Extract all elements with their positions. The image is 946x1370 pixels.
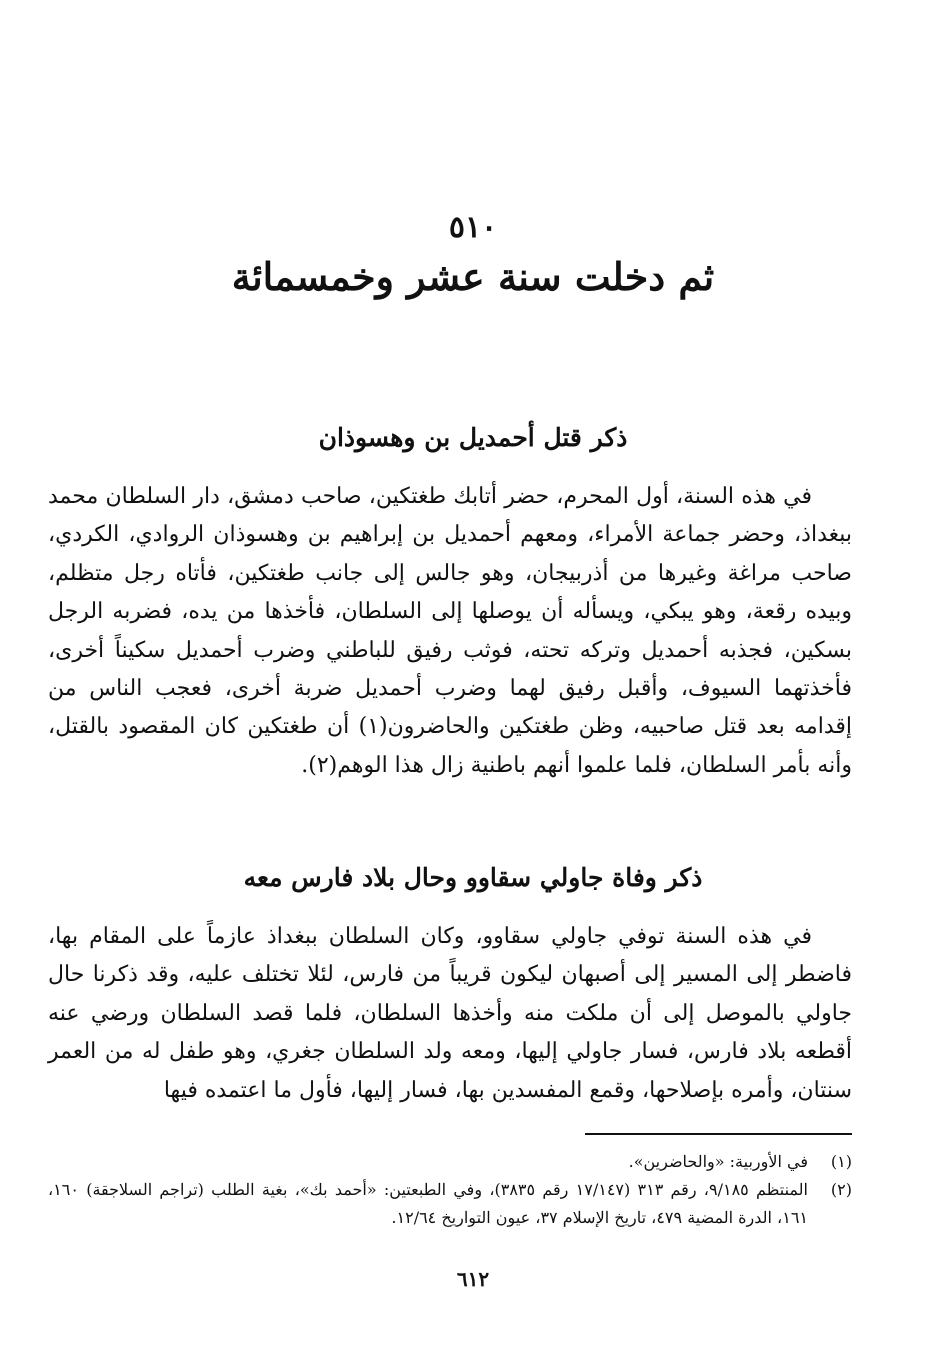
section-title-ahmadil: ذكر قتل أحمديل بن وهسوذان bbox=[318, 423, 628, 452]
footnotes bbox=[48, 1148, 852, 1232]
footnote-text: المنتظم ٩/١٨٥، رقم ٣١٣ (١٧/١٤٧ رقم ٣٨٣٥)، وفي الطبعتين: «أحمد بك»، بغية الطلب (تراجم السلاجقة) ١٦٠، ١٦١، الدرة المضية ٤٧٩، تاريخ الإسلام ٣٧، عيون التواريخ ١٢/٦٤. bbox=[48, 1180, 809, 1227]
section-title-jawali: ذكر وفاة جاولي سقاوو وحال بلاد فارس معه bbox=[243, 863, 703, 892]
footnote-item bbox=[48, 1176, 852, 1232]
page-number: ٦١٢ bbox=[456, 1267, 490, 1291]
section-paragraph-ahmadil: في هذه السنة، أول المحرم، حضر أتابك طغتكين، صاحب دمشق، دار السلطان محمد ببغداذ، وحضر جماعة الأمراء، ومعهم أحمديل بن إبراهيم بن وهسوذان الروادي، الكردي، صاحب مراغة وغيرها من أذربيجان، وهو جالس إلى جانب طغتكين، فأتاه رجل متظلم، وبيده رقعة، وهو يبكي، ويسأله أن يوصلها إلى السلطان، فأخذها من يده، فضربه الرجل بسكين، فجذبه أحمديل وتركه تحته، فوثب رفيق للباطني وضرب أحمديل سكيناً أخرى، فأخذتهما السيوف، وأقبل رفيق لهما وضرب أحمديل ضربة أخرى، فعجب الناس من إقدامه بعد قتل صاحبيه، وظن طغتكين والحاضرون(١) أن طغتكين كان المقصود بالقتل، وأنه بأمر السلطان، فلما علموا أنهم باطنية زال هذا الوهم(٢). bbox=[48, 484, 852, 778]
footnote-item bbox=[48, 1148, 852, 1176]
section-paragraph-jawali: في هذه السنة توفي جاولي سقاوو، وكان السلطان ببغداذ عازماً على المقام بها، فاضطر إلى المسير إلى أصبهان ليكون قريباً من فارس، لئلا تختلف عليه، وقد ذكرنا حال جاولي بالموصل إلى أن ملكت منه وأخذها السلطان، فلما قصد السلطان ورضي عنه أقطعه بلاد فارس، فسار جاولي إليها، ومعه ولد السلطان جغري، وهو طفل له من العمر سنتان، وأمره بإصلاحها، وقمع المفسدين بها، فسار إليها، فأول ما اعتمده فيها bbox=[48, 924, 852, 1103]
footnote-divider bbox=[585, 1133, 852, 1135]
footnote-number: (١) bbox=[830, 1152, 852, 1171]
chapter-year: ٥١٠ bbox=[448, 210, 498, 245]
footnote-number: (٢) bbox=[830, 1180, 852, 1199]
chapter-title: ثم دخلت سنة عشر وخمسمائة bbox=[231, 254, 715, 299]
footnote-text: في الأوربية: «والحاضرين». bbox=[628, 1152, 808, 1171]
